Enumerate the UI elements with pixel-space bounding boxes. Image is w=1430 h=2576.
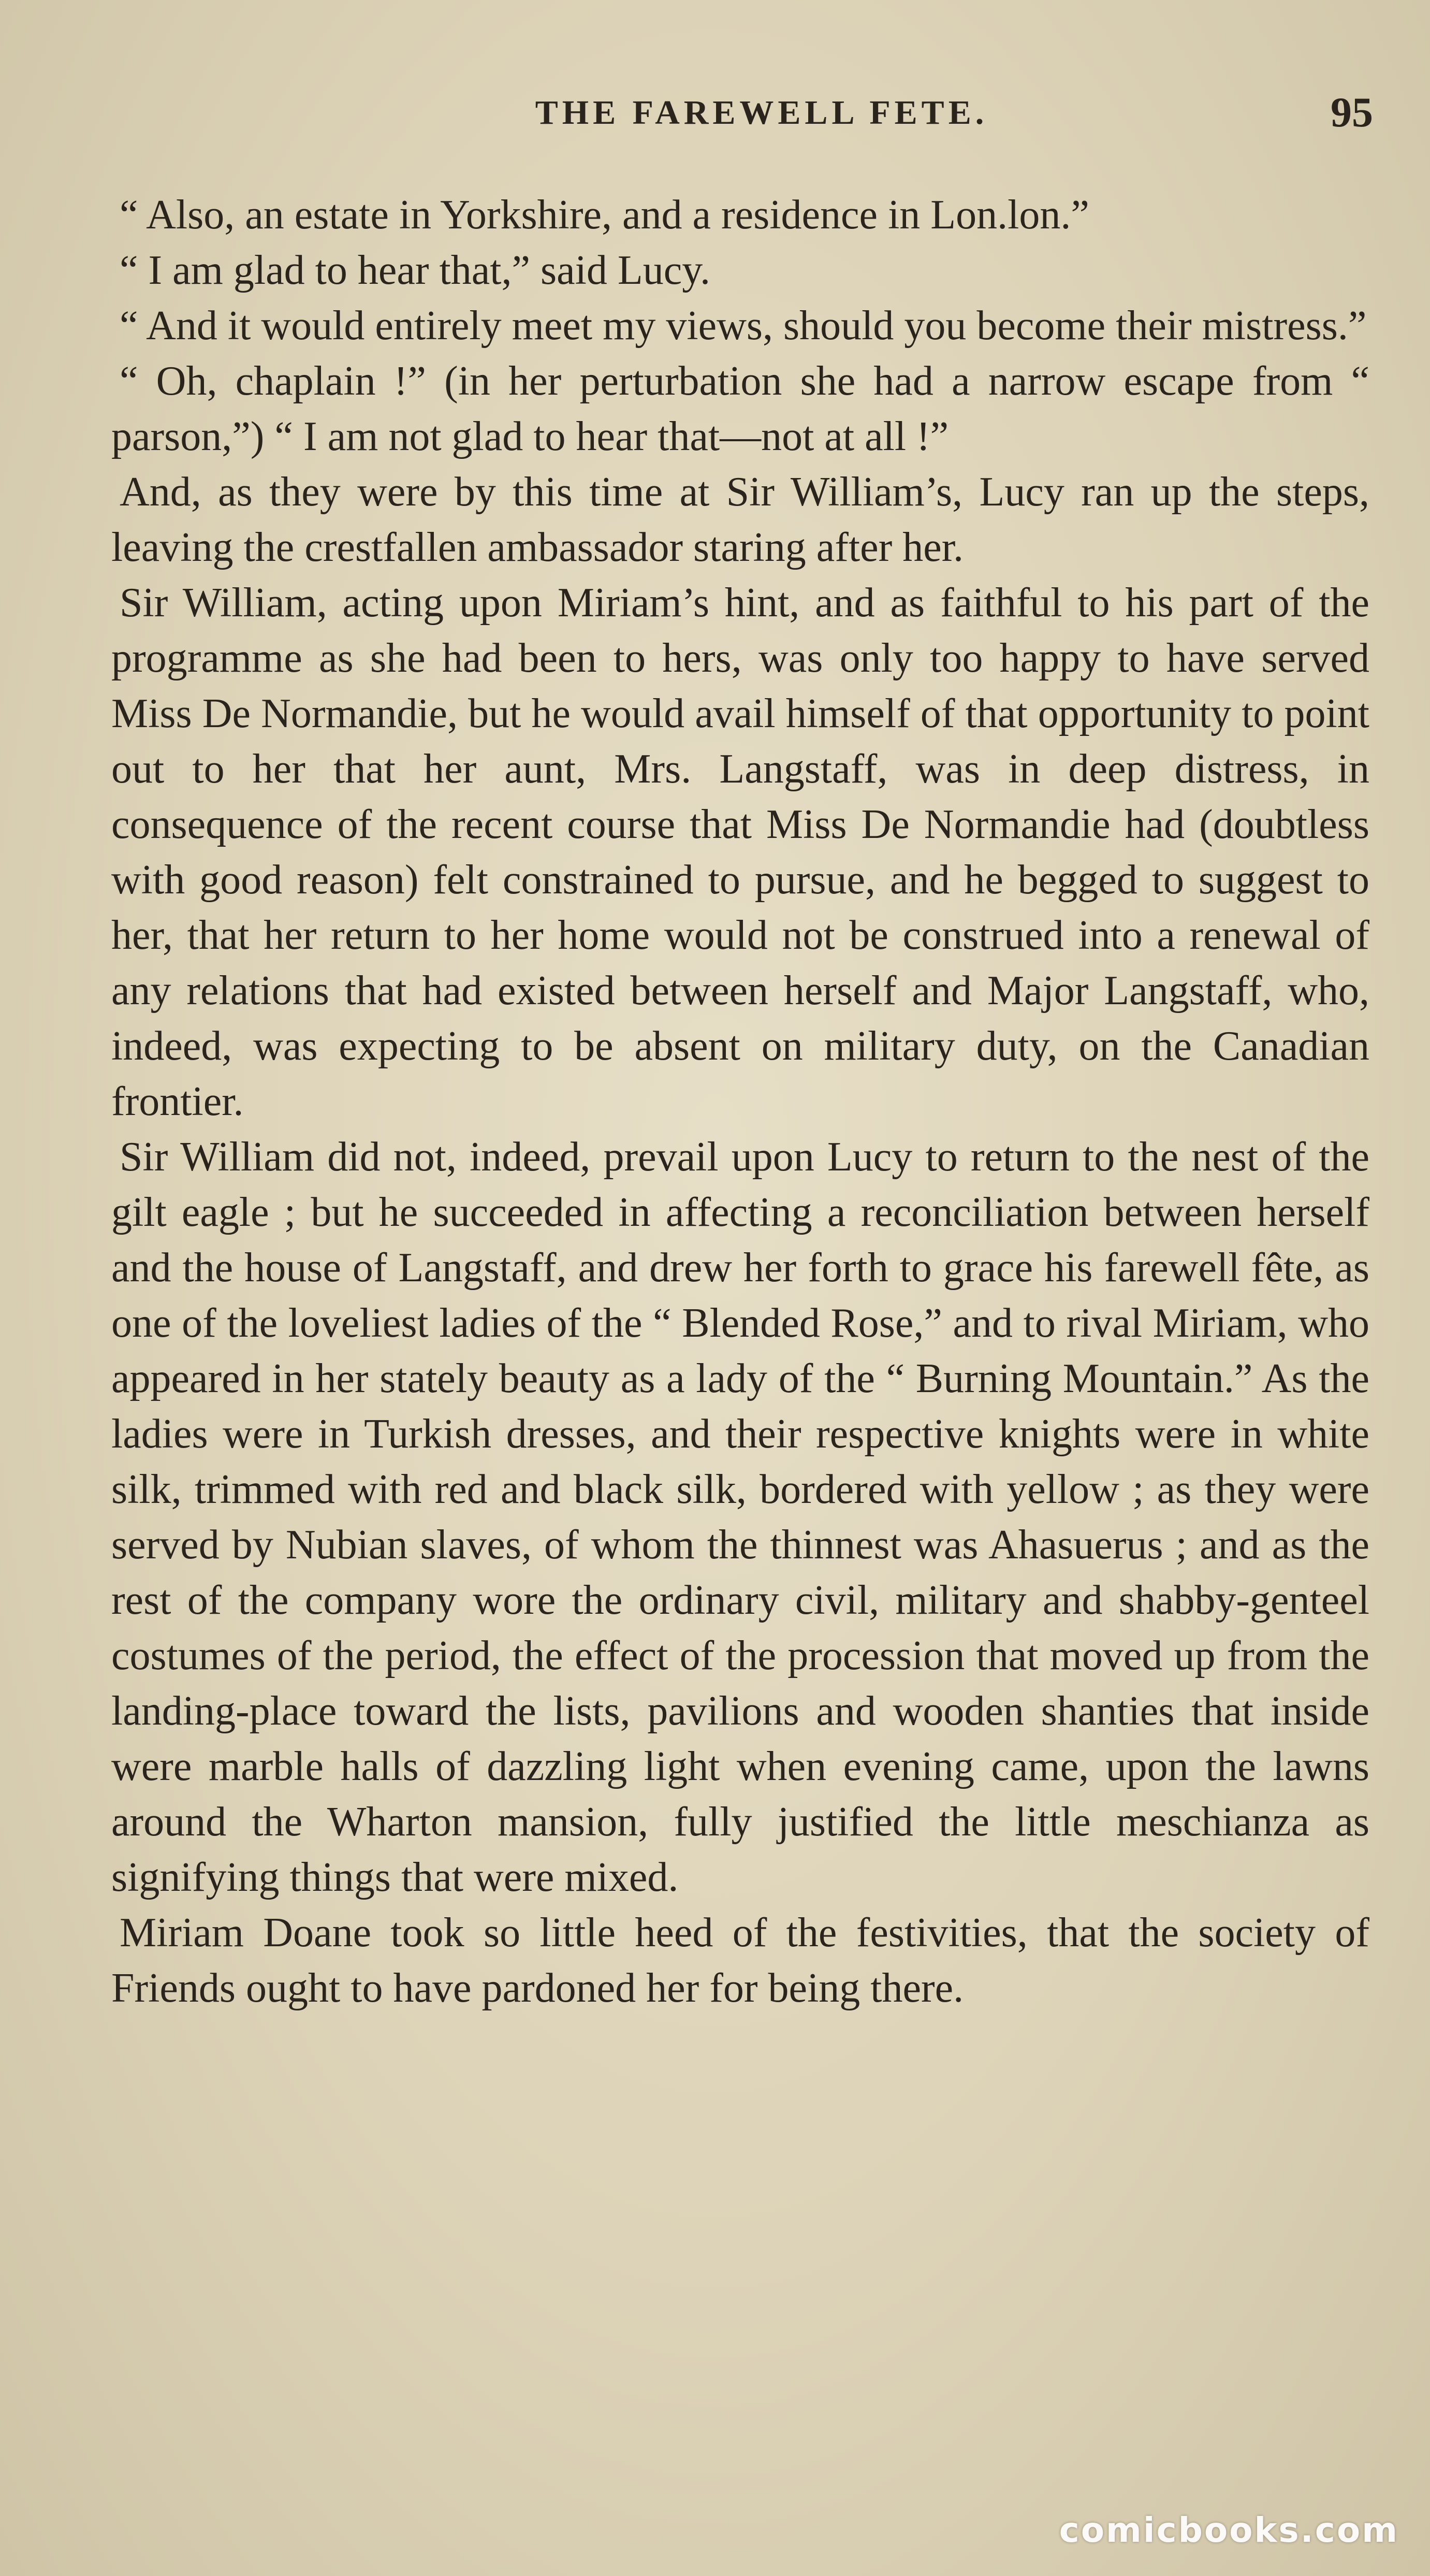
paragraph: “ And it would entirely meet my views, should you become their mistress.” — [120, 303, 1367, 349]
page-number: 95 — [1331, 89, 1373, 136]
body-text — [111, 187, 1369, 2016]
watermark: comicbooks.com — [1059, 2510, 1399, 2550]
paragraph: Miriam Doane took so little heed of the festivities, that the society of Friends ought to have pardoned her for being there. — [111, 1910, 1369, 2011]
running-head: THE FAREWELL FETE. — [535, 94, 988, 132]
page-header — [119, 88, 1373, 145]
paragraph: And, as they were by this time at Sir William’s, Lucy ran up the steps, leaving the crestfallen ambassador staring after her. — [111, 469, 1369, 570]
paragraph: “ I am glad to hear that,” said Lucy. — [120, 248, 711, 293]
paragraph: Sir William did not, indeed, prevail upon Lucy to return to the nest of the gilt eagle ; but he succeeded in affecting a reconciliation between herself and the house of Langstaff, and drew her forth to grace his farewell fête, as one of the loveliest ladies of the “ Blended Rose,” and to rival Miriam, who appeared in her stately beauty as a lady of the “ Burning Mountain.” As the ladies were in Turkish dresses, and their respective knights were in white silk, trimmed with red and black silk, bordered with yellow ; as they were served by Nubian slaves, of whom the thinnest was Ahasuerus ; and as the rest of the company wore the ordinary civil, military and shabby-genteel costumes of the period, the effect of the procession that moved up from the landing-place toward the lists, pavilions and wooden shanties that inside were marble halls of dazzling light when evening came, upon the lawns around the Wharton mansion, fully justified the little meschianza as signifying things that were mixed. — [111, 1134, 1369, 1900]
paragraph: Sir William, acting upon Miriam’s hint, and as faithful to his part of the programme as she had been to hers, was only too happy to have served Miss De Normandie, but he would avail himself of that opportunity to point out to her that her aunt, Mrs. Langstaff, was in deep distress, in consequence of the recent course that Miss De Normandie had (doubtless with good reason) felt constrained to pursue, and he begged to suggest to her, that her return to her home would not be construed into a renewal of any relations that had existed between herself and Major Langstaff, who, indeed, was expecting to be absent on military duty, on the Canadian frontier. — [111, 580, 1369, 1124]
paragraph: “ Oh, chaplain !” (in her perturbation she had a narrow escape from “ parson,”) “ I am not glad to hear that—not at all !” — [111, 358, 1369, 459]
paragraph: “ Also, an estate in Yorkshire, and a residence in Lon.lon.” — [120, 192, 1089, 238]
